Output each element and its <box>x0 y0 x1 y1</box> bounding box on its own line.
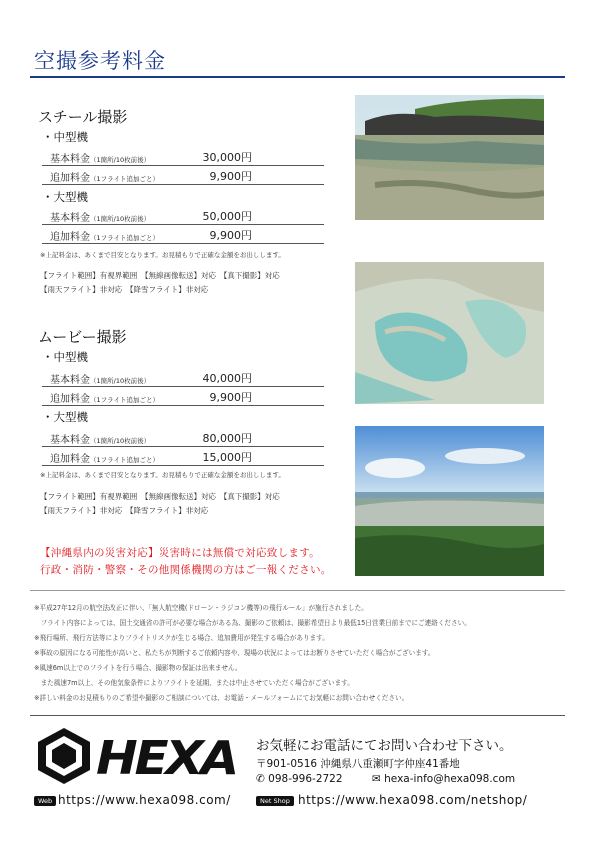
phone-line <box>256 773 343 785</box>
price-note: （1フライト追加ごと） <box>90 175 159 183</box>
price-name: 追加料金 <box>50 394 90 405</box>
price-name: 基本料金 <box>50 213 90 224</box>
netshop-badge: Net Shop <box>256 796 294 806</box>
price-name: 基本料金 <box>50 435 90 446</box>
price-value: 40,000円 <box>202 372 252 385</box>
web-url-link[interactable]: https://www.hexa098.com/ <box>58 793 231 807</box>
price-row <box>42 368 324 387</box>
price-row <box>42 387 324 406</box>
price-note: （1箇所/10枚前後） <box>90 377 151 385</box>
steel-spec-2: 【雨天フライト】非対応 【降雪フライト】非対応 <box>40 285 209 294</box>
steel-spec-1: 【フライト範囲】有視界範囲 【無線画像転送】対応 【真下撮影】対応 <box>40 271 280 280</box>
price-row <box>42 206 324 225</box>
fine-print-divider-top <box>30 590 565 591</box>
price-value: 9,900円 <box>209 229 252 242</box>
fine-print-line: ※事故の原因になる可能性が高いと、私たちが判断するご依頼内容や、現場の状況によってはお断りさせていただく場合がございます。 <box>34 649 435 657</box>
price-name: 基本料金 <box>50 154 90 165</box>
steel-mid-label: ・中型機 <box>42 130 88 144</box>
logo-wordmark: HEXA <box>96 731 236 785</box>
contact-heading: お気軽にお電話にてお問い合わせ下さい。 <box>256 738 513 754</box>
movie-note: ※上記料金は、あくまで目安となります。お見積もりで正確な金額をお出しします。 <box>40 471 285 479</box>
fine-print-line: フライト内容によっては、国土交通省の許可が必要な場合がある為、撮影のご依頼は、撮影希望日より最低15日営業日前までにご連絡ください。 <box>34 619 471 627</box>
movie-mid-label: ・中型機 <box>42 350 88 364</box>
steel-note: ※上記料金は、あくまで目安となります。お見積もりで正確な金額をお出しします。 <box>40 251 285 259</box>
hexa-logo <box>34 726 240 786</box>
price-value: 80,000円 <box>202 432 252 445</box>
movie-spec-2: 【雨天フライト】非対応 【降雪フライト】非対応 <box>40 506 209 515</box>
coast-rocks-photo <box>355 95 544 220</box>
fine-print-divider-bottom <box>30 715 565 716</box>
movie-section-title: ムービー撮影 <box>38 328 127 346</box>
netshop-url-link[interactable]: https://www.hexa098.com/netshop/ <box>298 793 528 807</box>
price-value: 9,900円 <box>209 391 252 404</box>
price-name: 追加料金 <box>50 232 90 243</box>
price-row <box>42 147 324 166</box>
title-divider <box>30 76 565 78</box>
price-value: 50,000円 <box>202 210 252 223</box>
island-landscape-photo <box>355 426 544 576</box>
fine-print-line: また風速7m以上、その他気象条件によりフライトを延期、または中止させていただく場合がございます。 <box>34 679 354 687</box>
fine-print-line: ※平成27年12月の航空法改正に伴い、「無人航空機(ドローン・ラジコン機等)の飛行ルール」が施行されました。 <box>34 604 368 612</box>
price-row <box>42 447 324 466</box>
phone-number[interactable]: 098-996-2722 <box>268 773 343 785</box>
disaster-line-2: 行政・消防・警察・その他関係機関の方はご一報ください。 <box>40 564 332 576</box>
price-note: （1フライト追加ごと） <box>90 456 159 464</box>
mail-icon: ✉ <box>372 773 381 785</box>
phone-icon: ✆ <box>256 773 265 785</box>
email-line <box>372 773 515 785</box>
steel-large-label: ・大型機 <box>42 190 88 204</box>
movie-spec-1: 【フライト範囲】有視界範囲 【無線画像転送】対応 【真下撮影】対応 <box>40 492 280 501</box>
fine-print-line: ※飛行場所、飛行方法等によりフライトリスクが生じる場合、追加費用が発生する場合があります。 <box>34 634 329 642</box>
movie-large-label: ・大型機 <box>42 410 88 424</box>
reef-aerial-photo <box>355 262 544 404</box>
price-value: 30,000円 <box>202 151 252 164</box>
price-note: （1フライト追加ごと） <box>90 234 159 242</box>
price-note: （1箇所/10枚前後） <box>90 215 151 223</box>
address: 〒901-0516 沖縄県八重瀬町字仲座41番地 <box>256 758 460 770</box>
fine-print-line: ※風速6m以上でのフライトを行う場合、撮影物の保証は出来ません。 <box>34 664 242 672</box>
price-name: 基本料金 <box>50 375 90 386</box>
page-title: 空撮参考料金 <box>34 49 166 73</box>
web-badge: Web <box>34 796 56 806</box>
email-address[interactable]: hexa-info@hexa098.com <box>384 773 516 785</box>
price-value: 15,000円 <box>202 451 252 464</box>
fine-print-line: ※詳しい料金のお見積もりのご希望や撮影のご相談については、お電話・メールフォームにてお気軽にお問い合わせください。 <box>34 694 409 702</box>
price-row <box>42 166 324 185</box>
price-note: （1フライト追加ごと） <box>90 396 159 404</box>
price-value: 9,900円 <box>209 170 252 183</box>
disaster-line-1: 【沖縄県内の災害対応】災害時には無償で対応致します。 <box>40 547 320 559</box>
price-name: 追加料金 <box>50 173 90 184</box>
price-name: 追加料金 <box>50 454 90 465</box>
price-note: （1箇所/10枚前後） <box>90 437 151 445</box>
price-row <box>42 225 324 244</box>
price-note: （1箇所/10枚前後） <box>90 156 151 164</box>
steel-section-title: スチール撮影 <box>38 108 128 126</box>
price-row <box>42 428 324 447</box>
